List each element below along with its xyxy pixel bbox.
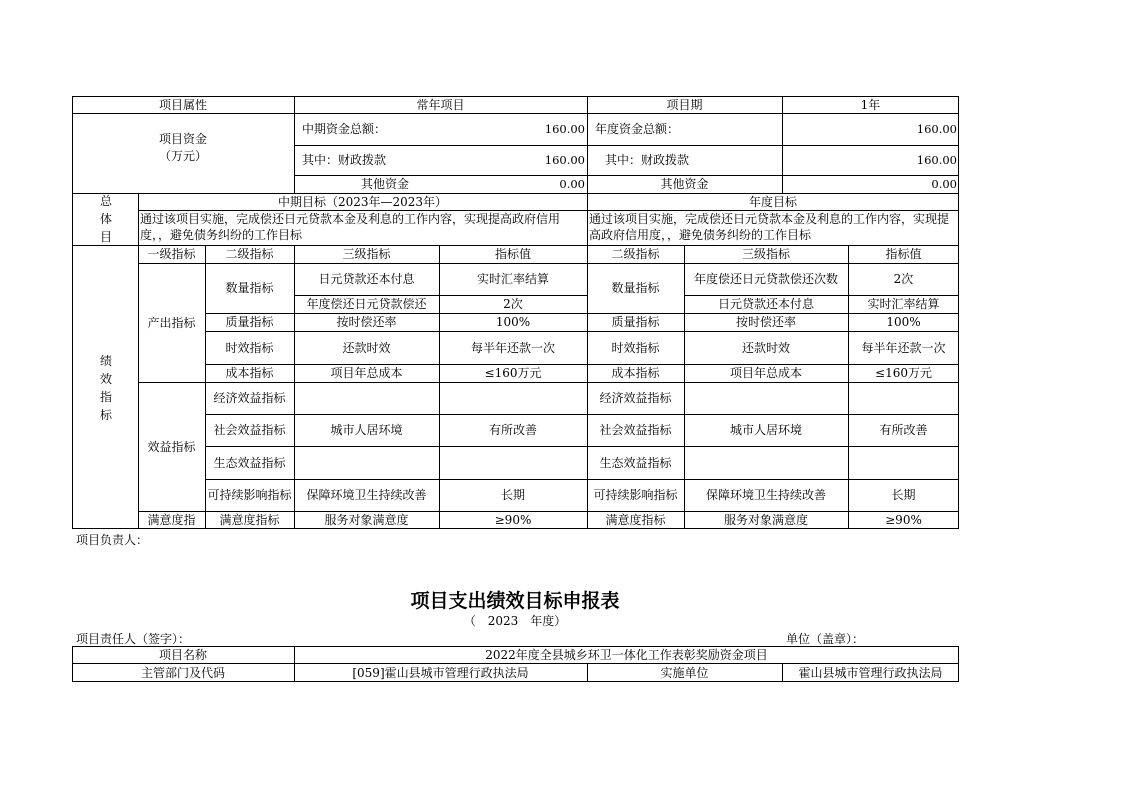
header-value-right: 指标值: [885, 247, 922, 261]
dept-code-label: 主管部门及代码: [140, 665, 225, 680]
unit-seal-label: 单位（盖章）：: [786, 632, 865, 646]
left-ecological: 生态效益指标: [213, 455, 286, 470]
left-satisfaction-l3: 服务对象满意度: [324, 513, 409, 527]
mid-total-value: 160.00: [544, 122, 585, 136]
right-satisfaction: 满意度指标: [605, 513, 666, 527]
fund-unit: （万元）: [158, 148, 207, 163]
satisfaction-l1-label: 满意度指: [147, 513, 196, 527]
dept-code-value: [059]霍山县城市管理行政执法局: [352, 665, 529, 680]
project-owner-label: 项目负责人：: [76, 533, 149, 547]
left-satisfaction: 满意度指标: [219, 513, 280, 527]
impl-unit-value: 霍山县城市管理行政执法局: [798, 665, 943, 680]
left-q-row2-l3: 年度偿还日元贷款偿还: [306, 297, 427, 311]
left-timely-l3: 还款时效: [342, 340, 391, 355]
right-social-l3: 城市人居环境: [729, 423, 802, 437]
right-economic: 经济效益指标: [599, 391, 672, 405]
mid-goal-header: 中期目标（2023年—2023年）: [277, 194, 448, 209]
annual-fiscal-label: 其中：财政拨款: [605, 153, 690, 167]
left-q-row2-val: 2次: [503, 297, 523, 311]
right-quantity: 数量指标: [611, 281, 660, 295]
left-timely-val: 每半年还款一次: [470, 340, 555, 355]
left-sustain-val: 长期: [500, 488, 525, 502]
project-name-label: 项目名称: [158, 647, 207, 662]
right-cost-val: ≤160万元: [875, 366, 932, 380]
right-cost: 成本指标: [611, 366, 660, 380]
annual-total-value: 160.00: [916, 122, 957, 136]
header-level1: 一级指标: [147, 247, 196, 261]
output-indicator-label: 产出指标: [147, 315, 196, 330]
header-level3-right: 三级指标: [741, 247, 790, 261]
right-timely-val: 每半年还款一次: [861, 340, 946, 355]
right-quality-l3: 按时偿还率: [735, 315, 796, 329]
right-timely: 时效指标: [611, 340, 660, 355]
project-name-value: 2022年度全县城乡环卫一体化工作表彰奖励资金项目: [485, 647, 768, 662]
fund-label: 项目资金: [158, 131, 207, 146]
left-cost-val: ≤160万元: [484, 366, 542, 380]
left-social-l3: 城市人居环境: [330, 423, 403, 437]
left-social: 社会效益指标: [213, 423, 286, 437]
left-social-val: 有所改善: [488, 423, 537, 437]
left-quantity: 数量指标: [225, 281, 274, 295]
right-quality-val: 100%: [886, 315, 921, 329]
mid-other-value: 0.00: [559, 177, 585, 191]
annual-other-label: 其他资金: [660, 177, 709, 191]
form-year: （ 2023 年度）: [463, 614, 567, 628]
header-level2-right: 二级指标: [611, 247, 660, 261]
impl-unit-label: 实施单位: [660, 665, 709, 680]
left-satisfaction-val: ≥90%: [494, 513, 532, 527]
right-ecological: 生态效益指标: [599, 455, 672, 470]
left-economic: 经济效益指标: [213, 391, 286, 405]
right-sustain-l3: 保障环境卫生持续改善: [705, 488, 826, 502]
mid-goal-text: 通过该项目实施，完成偿还日元贷款本金及利息的工作内容，实现提高政府信用度，，避免债务纠纷的工作目标: [140, 212, 561, 242]
right-satisfaction-val: ≥90%: [885, 513, 922, 527]
form-title: 项目支出绩效目标申报表: [410, 590, 620, 612]
annual-goal-text: 通过该项目实施，完成偿还日元贷款本金及利息的工作内容，实现提高政府信用度，，避免债务纠纷的工作目标: [589, 212, 950, 242]
annual-other-value: 0.00: [931, 177, 957, 191]
right-q-row1-l3: 年度偿还日元贷款偿还次数: [693, 272, 838, 286]
right-satisfaction-l3: 服务对象满意度: [723, 513, 808, 527]
right-q-row1-val: 2次: [893, 272, 914, 286]
mid-total-label: 中期资金总额：: [302, 122, 387, 136]
fund-label-cell: [72, 113, 294, 193]
project-attr-value: 常年项目: [416, 97, 465, 112]
right-q-row2-l3: 日元贷款还本付息: [717, 297, 814, 311]
overall-goal-label: 总体目: [99, 194, 112, 244]
left-sustain: 可持续影响指标: [207, 488, 292, 502]
responsible-signature-label: 项目责任人（签字）：: [76, 632, 191, 646]
right-timely-l3: 还款时效: [741, 340, 790, 355]
right-q-row2-val: 实时汇率结算: [867, 297, 940, 311]
right-sustain: 可持续影响指标: [593, 488, 678, 502]
right-sustain-val: 长期: [891, 488, 916, 502]
left-quality-val: 100%: [495, 315, 531, 329]
project-period-value: 1年: [860, 97, 881, 112]
header-value-left: 指标值: [494, 247, 531, 261]
right-social: 社会效益指标: [599, 423, 672, 437]
header-level3-left: 三级指标: [342, 247, 391, 261]
left-quality: 质量指标: [225, 315, 274, 329]
left-sustain-l3: 保障环境卫生持续改善: [306, 488, 427, 502]
left-quality-l3: 按时偿还率: [336, 315, 397, 329]
left-cost-l3: 项目年总成本: [330, 366, 403, 380]
header-level2-left: 二级指标: [225, 247, 274, 261]
left-timely: 时效指标: [225, 340, 274, 355]
project-attr-label: 项目属性: [158, 97, 207, 112]
mid-fiscal-label: 其中：财政拨款: [302, 153, 387, 167]
project-period-label: 项目期: [666, 97, 703, 112]
perf-indicator-label: 绩效指标: [99, 354, 112, 422]
mid-fiscal-value: 160.00: [544, 153, 585, 167]
right-social-val: 有所改善: [879, 423, 928, 437]
right-quality: 质量指标: [611, 315, 660, 329]
left-q-row1-l3: 日元贷款还本付息: [318, 272, 415, 286]
right-cost-l3: 项目年总成本: [729, 366, 802, 380]
benefit-indicator-label: 效益指标: [147, 439, 196, 454]
left-cost: 成本指标: [225, 366, 274, 380]
mid-other-label: 其他资金: [360, 177, 409, 191]
annual-total-label: 年度资金总额：: [595, 122, 680, 136]
annual-fiscal-value: 160.00: [916, 153, 957, 167]
left-q-row1-val: 实时汇率结算: [476, 272, 549, 286]
annual-goal-header: 年度目标: [748, 194, 797, 209]
